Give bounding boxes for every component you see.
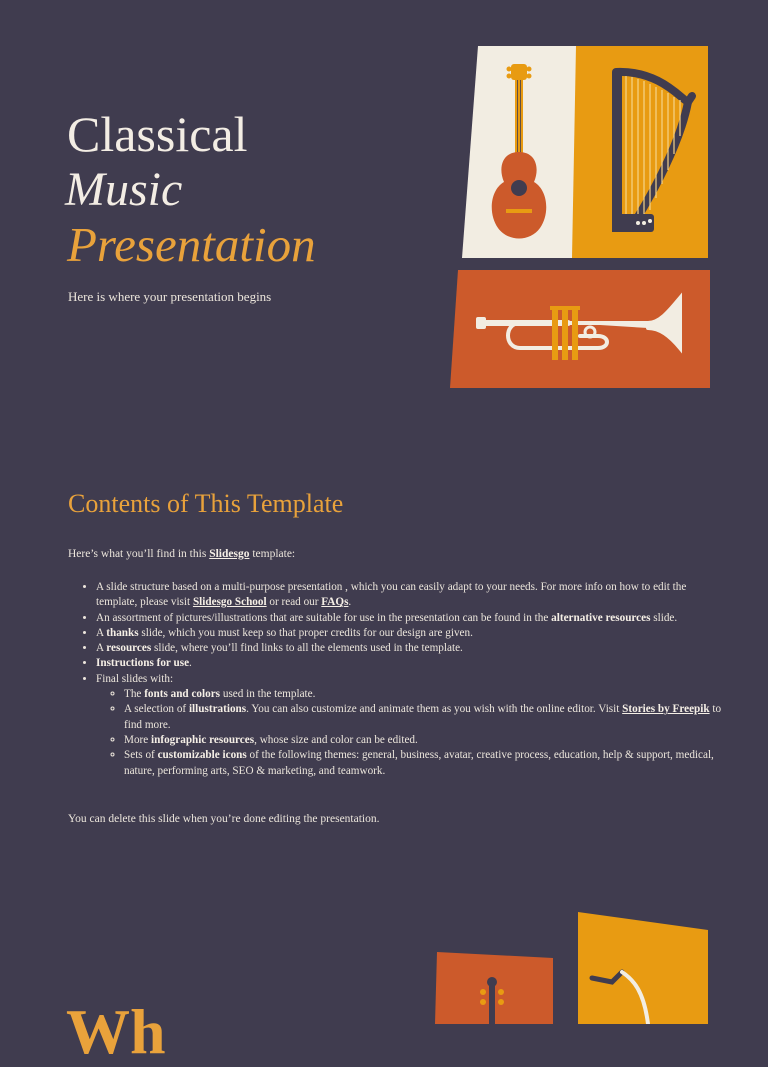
cover-subtitle: Here is where your presentation begins bbox=[68, 289, 272, 304]
list-item: • A resources slide, where you’ll find links to all the elements used in the template. bbox=[96, 641, 726, 656]
sublist-item: ◦ The fonts and colors used in the template. bbox=[124, 687, 726, 702]
cover-title-line-2: Music bbox=[65, 163, 183, 216]
list-item: • Instructions for use. bbox=[96, 656, 726, 671]
cover-title-line-3: Presentation bbox=[67, 217, 316, 272]
stories-by-freepik-link[interactable]: Stories by Freepik bbox=[622, 703, 710, 716]
faqs-link[interactable]: FAQs bbox=[321, 596, 349, 609]
sublist-item: ◦ More infographic resources, whose size and color can be edited. bbox=[124, 733, 726, 748]
contents-outro: You can delete this slide when you’re done editing the presentation. bbox=[68, 813, 380, 825]
harp-panel bbox=[570, 44, 710, 260]
next-slide-title: Wh bbox=[66, 996, 166, 1067]
sublist-item: ◦ Sets of customizable icons of the following themes: general, business, avatar, creative process, education, help & support, medical, nature, performing arts, SEO & marketing, and teamwork. bbox=[124, 748, 726, 779]
trumpet-panel bbox=[448, 268, 712, 390]
slidesgo-school-link[interactable]: Slidesgo School bbox=[192, 596, 267, 609]
saxophone-panel bbox=[576, 910, 710, 1024]
slidesgo-link[interactable]: Slidesgo bbox=[209, 548, 250, 560]
list-item: • An assortment of pictures/illustrations that are suitable for use in the presentation can be found in the alternative resources slide. bbox=[96, 611, 726, 626]
list-item: • A thanks slide, which you must keep so that proper credits for our design are given. bbox=[96, 626, 726, 641]
trumpet-valves bbox=[550, 306, 580, 360]
ukulele-panel bbox=[460, 44, 580, 260]
contents-sublist bbox=[96, 687, 726, 779]
list-item: • A slide structure based on a multi-purpose presentation , which you can easily adapt to your needs. For more info on how to edit the template, please visit Slidesgo School or read our FAQs. bbox=[96, 580, 726, 611]
cover-title-line-1: Classical bbox=[67, 106, 248, 162]
contents-heading: Contents of This Template bbox=[68, 489, 344, 518]
contents-list bbox=[68, 580, 726, 779]
violin-panel bbox=[433, 952, 555, 1024]
contents-intro: Here’s what you’ll find in this Slidesgo template: bbox=[68, 548, 296, 560]
sublist-item: ◦ A selection of illustrations. You can also customize and animate them as you wish with the online editor. Visit Stories by Freepik to find more. bbox=[124, 702, 726, 733]
list-item: • Final slides with: ◦ The fonts and colors used in the template. ◦ A selection of illustrations. You can also customize and animate them as you wish with the online editor. Visit Stories by Freepik to find more. ◦ More infographic resources, whose size and color can be edited. ◦ Sets of customizable icons of the following themes: general, business, avatar, creative process, education, help & support, medical, nature, performing arts, SEO & marketing, and teamwork. bbox=[96, 672, 726, 779]
